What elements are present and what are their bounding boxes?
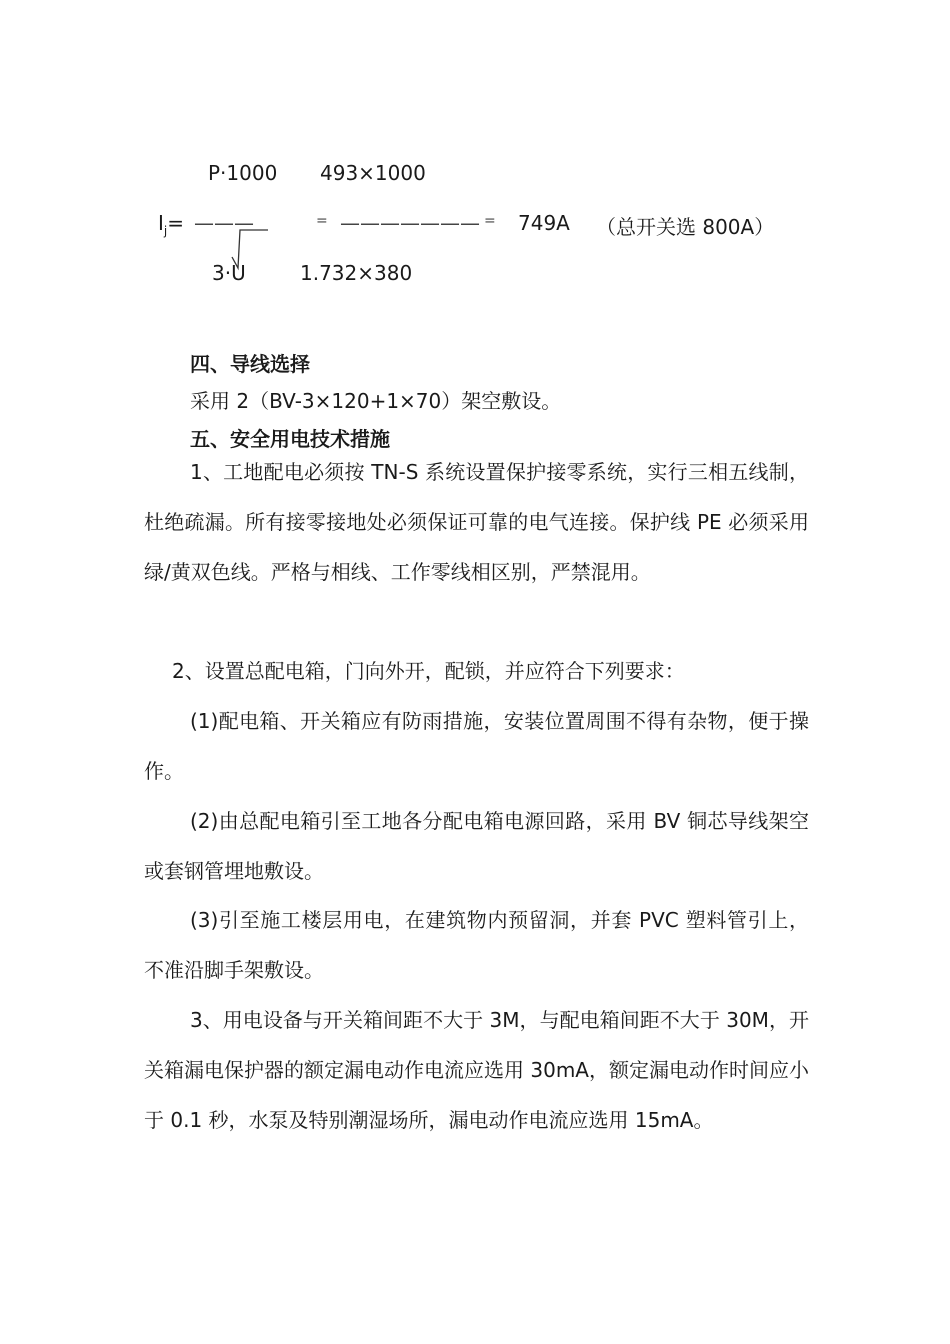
section5-item-3: (3)引至施工楼层用电，在建筑物内预留洞，并套 PVC 塑料管引上，不准沿脚手架敷设。 [144, 908, 809, 982]
section4-body: 采用 2（BV-3×120+1×70）架空敷设。 [190, 389, 562, 413]
section5-item-2: (2)由总配电箱引至工地各分配电箱电源回路，采用 BV 铜芯导线架空或套钢管埋地敷设。 [144, 809, 809, 883]
formula-lhs-subscript: j [163, 224, 168, 238]
equals-sign-1: = [316, 213, 328, 229]
formula-denominator-right: 1.732×380 [300, 261, 413, 285]
formula-numerator-right: 493×1000 [320, 161, 426, 185]
section5-paragraph-3: 3、用电设备与开关箱间距不大于 3M，与配电箱间距不大于 30M，开关箱漏电保护器的额定漏电动作电流应选用 30mA，额定漏电动作时间应小于 0.1 秒，水泵及特别潮湿场所，漏电动作电流应选用 15mA。 [144, 1008, 809, 1132]
fraction-bar-1: ——— [194, 211, 254, 235]
section4-heading: 四、导线选择 [190, 352, 310, 376]
section5-paragraph-2: 2、设置总配电箱，门向外开，配锁，并应符合下列要求： [172, 659, 685, 683]
section5-paragraph-1: 1、工地配电必须按 TN-S 系统设置保护接零系统，实行三相五线制，杜绝疏漏。所有接零接地处必须保证可靠的电气连接。保护线 PE 必须采用绿/黄双色线。严格与相线、工作零线相区别，严禁混用。 [144, 460, 809, 584]
formula-lhs-symbol: I [158, 211, 164, 235]
section5-heading: 五、安全用电技术措施 [190, 427, 390, 451]
fraction-bar-2: ——————— [340, 211, 480, 235]
formula-note: （总开关选 800A） [596, 215, 775, 239]
formula-result: 749A [518, 211, 570, 235]
formula-denominator-left: 3·U [212, 261, 246, 285]
formula-lhs [158, 211, 184, 238]
equals-sign-2: = [484, 213, 496, 229]
section5-item-1: (1)配电箱、开关箱应有防雨措施，安装位置周围不得有杂物，便于操作。 [144, 709, 809, 783]
formula-lhs-equals: = [167, 211, 185, 235]
formula-numerator-left: P·1000 [208, 161, 278, 185]
